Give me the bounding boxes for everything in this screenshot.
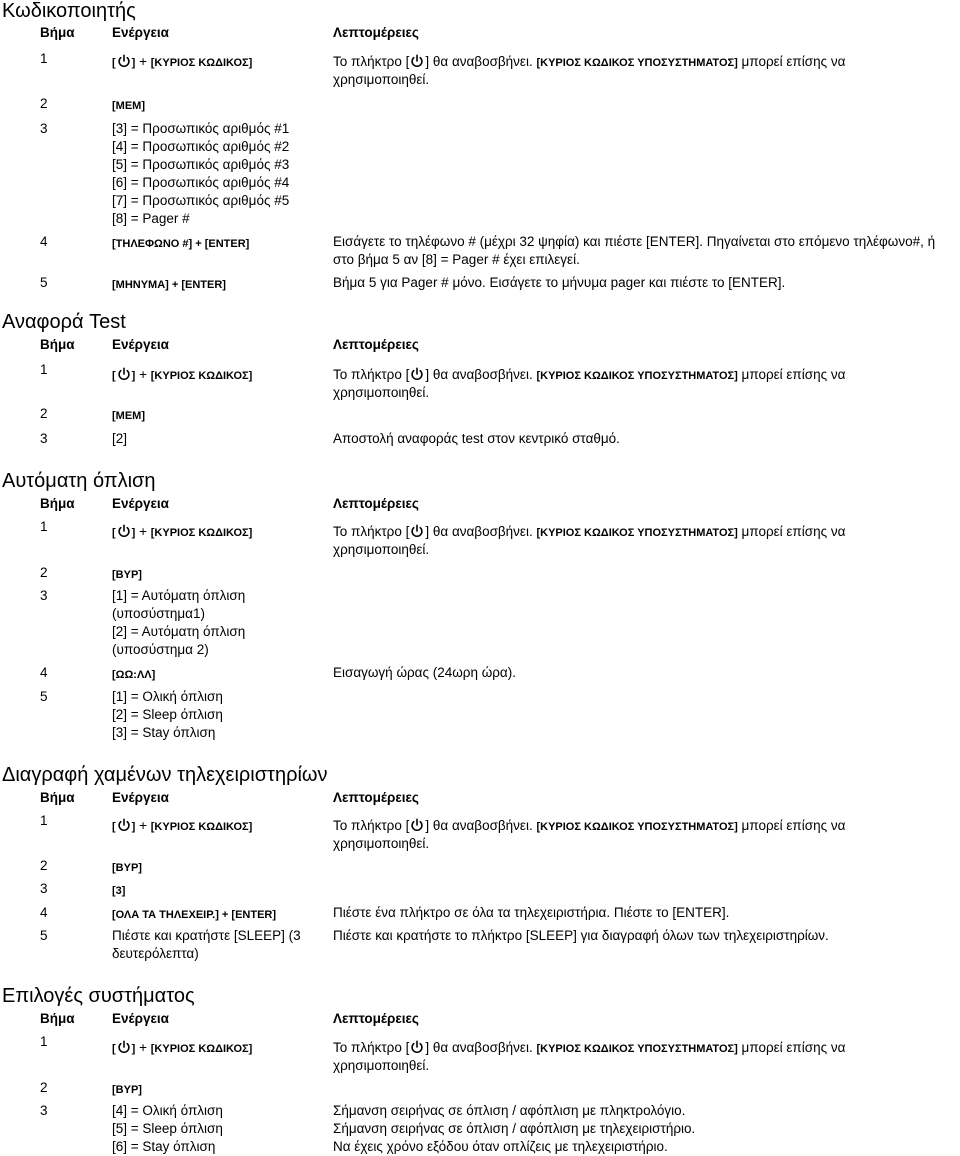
step-action: [ ] + [ΚΥΡΙΟΣ ΚΩΔΙΚΟΣ] [112,524,253,539]
step-number: 4 [40,905,48,920]
header-details: Λεπτομέρειες [333,337,419,352]
section-title-anafora: Αναφορά Test [2,311,126,333]
step-details: Το πλήκτρο [ ] θα αναβοσβήνει. [ΚΥΡΙΟΣ ΚΩΔΙΚΟΣ ΥΠΟΣΥΣΤΗΜΑΤΟΣ] μπορεί επίσης να [333,524,846,539]
section-title-epiloges: Επιλογές συστήματος [2,985,195,1007]
step-details-line: Σήμανση σειρήνας σε όπλιση / αφόπλιση με πληκτρολόγιο. [333,1103,686,1118]
step-details: Το πλήκτρο [ ] θα αναβοσβήνει. [ΚΥΡΙΟΣ ΚΩΔΙΚΟΣ ΥΠΟΣΥΣΤΗΜΑΤΟΣ] μπορεί επίσης να [333,1040,846,1055]
header-details: Λεπτομέρειες [333,25,419,40]
step-action: [ΒΥΡ] [112,569,142,581]
step-action: [ΜΗΝΥΜΑ] + [ENTER] [112,279,226,291]
power-icon [117,1040,131,1054]
step-action: [ ] + [ΚΥΡΙΟΣ ΚΩΔΙΚΟΣ] [112,1040,253,1055]
power-icon [410,1040,424,1054]
step-action-line: [6] = Προσωπικός αριθμός #4 [112,175,290,190]
step-action: [ΤΗΛΕΦΩΝΟ #] + [ENTER] [112,238,250,250]
step-action: [3] [112,885,126,897]
step-details-line2: χρησιμοποιηθεί. [333,72,430,87]
step-action-line: [1] = Αυτόματη όπλιση [112,588,246,603]
step-number: 5 [40,689,48,704]
step-details: Το πλήκτρο [ ] θα αναβοσβήνει. [ΚΥΡΙΟΣ ΚΩΔΙΚΟΣ ΥΠΟΣΥΣΤΗΜΑΤΟΣ] μπορεί επίσης να [333,367,846,382]
step-details: Βήμα 5 για Pager # μόνο. Εισάγετε το μήνυμα pager και πιέστε το [ENTER]. [333,275,786,290]
step-action-line: [7] = Προσωπικός αριθμός #5 [112,193,290,208]
step-number: 1 [40,362,48,377]
power-icon [117,367,131,381]
step-number: 1 [40,519,48,534]
step-details: Το πλήκτρο [ ] θα αναβοσβήνει. [ΚΥΡΙΟΣ ΚΩΔΙΚΟΣ ΥΠΟΣΥΣΤΗΜΑΤΟΣ] μπορεί επίσης να [333,54,846,69]
power-icon [410,524,424,538]
step-action-line: [4] = Ολική όπλιση [112,1103,223,1118]
section-title-kodikopoiitis: Κωδικοποιητής [2,0,136,22]
step-action: [ΩΩ:ΛΛ] [112,669,156,681]
power-icon [117,54,131,68]
step-details-line2: χρησιμοποιηθεί. [333,542,430,557]
header-step: Βήμα [40,25,75,40]
step-action-line: [6] = Stay όπλιση [112,1139,216,1154]
step-action-line: [4] = Προσωπικός αριθμός #2 [112,139,290,154]
step-details: Εισαγωγή ώρας (24ωρη ώρα). [333,665,516,680]
power-icon [410,54,424,68]
step-details-line: Σήμανση σειρήνας σε όπλιση / αφόπλιση με τηλεχειριστήριο. [333,1121,696,1136]
step-number: 3 [40,588,48,603]
step-action-line: [5] = Προσωπικός αριθμός #3 [112,157,290,172]
header-action: Ενέργεια [112,790,169,805]
step-action-line: (υποσύστημα1) [112,606,205,621]
step-number: 4 [40,234,48,249]
header-details: Λεπτομέρειες [333,496,419,511]
step-number: 1 [40,51,48,66]
step-action-line: [5] = Sleep όπλιση [112,1121,223,1136]
section-title-diagrafi: Διαγραφή χαμένων τηλεχειριστηρίων [2,764,328,786]
step-action-line: [2] = Αυτόματη όπλιση [112,624,246,639]
header-action: Ενέργεια [112,337,169,352]
step-details: Αποστολή αναφοράς test στον κεντρικό σταθμό. [333,431,620,446]
step-details: Εισάγετε το τηλέφωνο # (μέχρι 32 ψηφία) και πιέστε [ENTER]. Πηγαίνεται στο επόμενο τηλέφωνο#, ή [333,234,936,249]
step-details-line2: χρησιμοποιηθεί. [333,1058,430,1073]
step-action: [ΒΥΡ] [112,862,142,874]
step-number: 2 [40,565,48,580]
step-action-line: Πιέστε και κρατήστε [SLEEP] (3 [112,928,301,943]
header-action: Ενέργεια [112,1011,169,1026]
step-details-line2: στο βήμα 5 αν [8] = Pager # έχει επιλεγεί. [333,252,580,267]
power-icon [117,524,131,538]
step-action: [ΟΛΑ ΤΑ ΤΗΛΕΧΕΙΡ.] + [ENTER] [112,909,277,921]
step-action: [ΒΥΡ] [112,1084,142,1096]
step-details-line2: χρησιμοποιηθεί. [333,385,430,400]
step-details: Πιέστε ένα πλήκτρο σε όλα τα τηλεχειριστήρια. Πιέστε το [ENTER]. [333,905,730,920]
step-action-line: (υποσύστημα 2) [112,642,209,657]
step-action-line: [3] = Stay όπλιση [112,725,216,740]
step-number: 2 [40,858,48,873]
header-details: Λεπτομέρειες [333,790,419,805]
step-action: [ ] + [ΚΥΡΙΟΣ ΚΩΔΙΚΟΣ] [112,367,253,382]
step-number: 3 [40,431,48,446]
step-action-line: [2] = Sleep όπλιση [112,707,223,722]
power-icon [117,818,131,832]
step-action: [ΜΕΜ] [112,410,145,422]
step-number: 1 [40,1034,48,1049]
step-number: 5 [40,275,48,290]
header-step: Βήμα [40,496,75,511]
step-action: [2] [112,431,128,446]
header-step: Βήμα [40,1011,75,1026]
step-number: 2 [40,406,48,421]
header-step: Βήμα [40,790,75,805]
step-action-line: [8] = Pager # [112,211,190,226]
step-action-line: [3] = Προσωπικός αριθμός #1 [112,121,290,136]
header-action: Ενέργεια [112,25,169,40]
step-number: 2 [40,96,48,111]
header-action: Ενέργεια [112,496,169,511]
step-details-line2: χρησιμοποιηθεί. [333,836,430,851]
power-icon [410,367,424,381]
header-details: Λεπτομέρειες [333,1011,419,1026]
header-step: Βήμα [40,337,75,352]
step-number: 2 [40,1080,48,1095]
step-details-line: Να έχεις χρόνο εξόδου όταν οπλίζεις με τηλεχειριστήριο. [333,1139,668,1154]
step-details: Πιέστε και κρατήστε το πλήκτρο [SLEEP] για διαγραφή όλων των τηλεχειριστηρίων. [333,928,829,943]
step-details: Το πλήκτρο [ ] θα αναβοσβήνει. [ΚΥΡΙΟΣ ΚΩΔΙΚΟΣ ΥΠΟΣΥΣΤΗΜΑΤΟΣ] μπορεί επίσης να [333,818,846,833]
section-title-autom: Αυτόματη όπλιση [2,470,156,492]
power-icon [410,818,424,832]
step-number: 5 [40,928,48,943]
step-number: 1 [40,813,48,828]
step-number: 3 [40,121,48,136]
step-action-line: δευτερόλεπτα) [112,946,199,961]
step-action: [ ] + [ΚΥΡΙΟΣ ΚΩΔΙΚΟΣ] [112,54,253,69]
step-number: 3 [40,1103,48,1118]
step-number: 3 [40,881,48,896]
step-action-line: [1] = Ολική όπλιση [112,689,223,704]
step-number: 4 [40,665,48,680]
step-action: [ΜΕΜ] [112,100,145,112]
step-action: [ ] + [ΚΥΡΙΟΣ ΚΩΔΙΚΟΣ] [112,818,253,833]
